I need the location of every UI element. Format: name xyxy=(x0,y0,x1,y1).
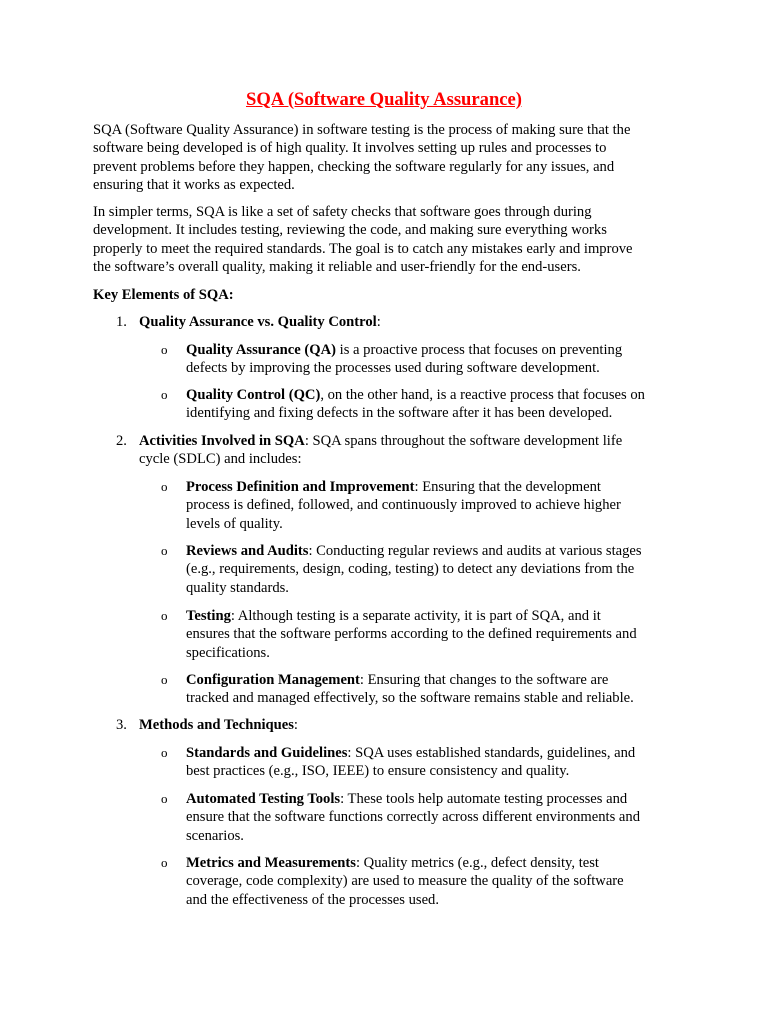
sub-item-line: scenarios. xyxy=(186,827,244,844)
section-text xyxy=(139,716,676,734)
bullet-icon: o xyxy=(161,745,168,760)
sub-item-line: process is defined, followed, and continuously improved to achieve higher xyxy=(186,497,621,514)
section-term: Activities Involved in SQA xyxy=(139,433,305,449)
sub-item-line: quality standards. xyxy=(186,579,289,596)
sub-item-line: tracked and managed effectively, so the software remains stable and reliable. xyxy=(186,690,634,707)
sub-item-line: : SQA uses established standards, guidelines, and xyxy=(347,745,636,761)
section-term: Methods and Techniques xyxy=(139,717,294,733)
sub-item-line: : Ensuring that changes to the software are xyxy=(359,672,609,688)
sub-item-line: (e.g., requirements, design, coding, testing) to detect any deviations from the xyxy=(186,561,635,578)
intro-paragraph xyxy=(93,121,678,194)
sub-item-term: Metrics and Measurements xyxy=(186,855,356,871)
sub-item-term: Automated Testing Tools xyxy=(186,791,341,807)
sub-item-line: : Quality metrics (e.g., defect density, test xyxy=(355,855,599,871)
section-line: cycle (SDLC) and includes: xyxy=(139,451,302,468)
bullet-icon: o xyxy=(161,387,168,402)
sub-item-term: Quality Control (QC) xyxy=(186,387,321,403)
sub-item-line: best practices (e.g., ISO, IEEE) to ensure consistency and quality. xyxy=(186,763,570,780)
sub-item-text xyxy=(186,671,676,708)
sub-item-term: Process Definition and Improvement xyxy=(186,479,415,495)
bullet-icon: o xyxy=(161,608,168,623)
list-number: 2. xyxy=(116,433,127,449)
sub-item-line: : These tools help automate testing processes and xyxy=(340,791,628,807)
bullet-icon: o xyxy=(161,791,168,806)
simple-line: the software’s overall quality, making it reliable and user-friendly for the end-users. xyxy=(93,258,581,275)
sub-item-text xyxy=(186,542,676,597)
simple-line: properly to meet the required standards. The goal is to catch any mistakes early and improve xyxy=(93,240,633,257)
bullet-icon: o xyxy=(161,672,168,687)
section-text xyxy=(139,313,676,331)
bullet-icon: o xyxy=(161,855,168,870)
sub-item-text xyxy=(186,386,676,423)
section-line: : SQA spans throughout the software development life xyxy=(304,433,623,449)
sub-item-line: levels of quality. xyxy=(186,515,283,532)
document-title: SQA (Software Quality Assurance) xyxy=(246,89,522,110)
sub-item-line: : Although testing is a separate activity, it is part of SQA, and it xyxy=(230,608,601,624)
simpler-terms-paragraph xyxy=(93,203,678,276)
sub-item-term: Quality Assurance (QA) xyxy=(186,342,336,358)
sub-item-text xyxy=(186,478,676,533)
sub-item-text xyxy=(186,790,676,845)
sub-item-line: : Conducting regular reviews and audits at various stages xyxy=(308,543,642,559)
sub-item-text xyxy=(186,341,676,378)
bullet-icon: o xyxy=(161,342,168,357)
sub-item-line: coverage, code complexity) are used to measure the quality of the software xyxy=(186,873,624,890)
intro-line: ensuring that it works as expected. xyxy=(93,176,295,193)
sub-item-line: specifications. xyxy=(186,644,270,661)
list-number: 3. xyxy=(116,717,127,733)
sub-item-line: , on the other hand, is a reactive process that focuses on xyxy=(320,387,645,403)
sub-item-text xyxy=(186,607,676,662)
simple-line: development. It includes testing, reviewing the code, and making sure everything works xyxy=(93,222,607,239)
sub-item-line: is a proactive process that focuses on preventing xyxy=(336,342,623,358)
sub-item-line: and the effectiveness of the processes used. xyxy=(186,891,440,908)
simple-line: In simpler terms, SQA is like a set of safety checks that software goes through during xyxy=(93,204,592,220)
bullet-icon: o xyxy=(161,479,168,494)
sub-item-line: ensure that the software functions correctly across different environments and xyxy=(186,809,641,826)
section-text xyxy=(139,432,676,469)
sub-item-line: identifying and fixing defects in the software after it has been developed. xyxy=(186,405,613,422)
sub-item-line: defects by improving the processes used during software development. xyxy=(186,360,600,377)
sub-item-term: Reviews and Audits xyxy=(186,543,309,559)
key-elements-heading: Key Elements of SQA: xyxy=(93,287,234,303)
section-line: : xyxy=(293,717,298,733)
intro-line: SQA (Software Quality Assurance) in software testing is the process of making sure that the xyxy=(93,122,631,138)
intro-line: prevent problems before they happen, checking the software regularly for any issues, and xyxy=(93,158,615,175)
sub-item-text xyxy=(186,744,676,781)
sub-item-term: Standards and Guidelines xyxy=(186,745,348,761)
sub-item-term: Testing xyxy=(186,608,231,624)
section-term: Quality Assurance vs. Quality Control xyxy=(139,314,377,330)
intro-line: software being developed is of high quality. It involves setting up rules and processes to xyxy=(93,140,607,157)
sub-item-text xyxy=(186,854,676,909)
sub-item-term: Configuration Management xyxy=(186,672,360,688)
sub-item-line: : Ensuring that the development xyxy=(414,479,601,495)
bullet-icon: o xyxy=(161,543,168,558)
list-number: 1. xyxy=(116,314,127,330)
sub-item-line: ensures that the software performs according to the defined requirements and xyxy=(186,626,637,643)
section-line: : xyxy=(376,314,381,330)
